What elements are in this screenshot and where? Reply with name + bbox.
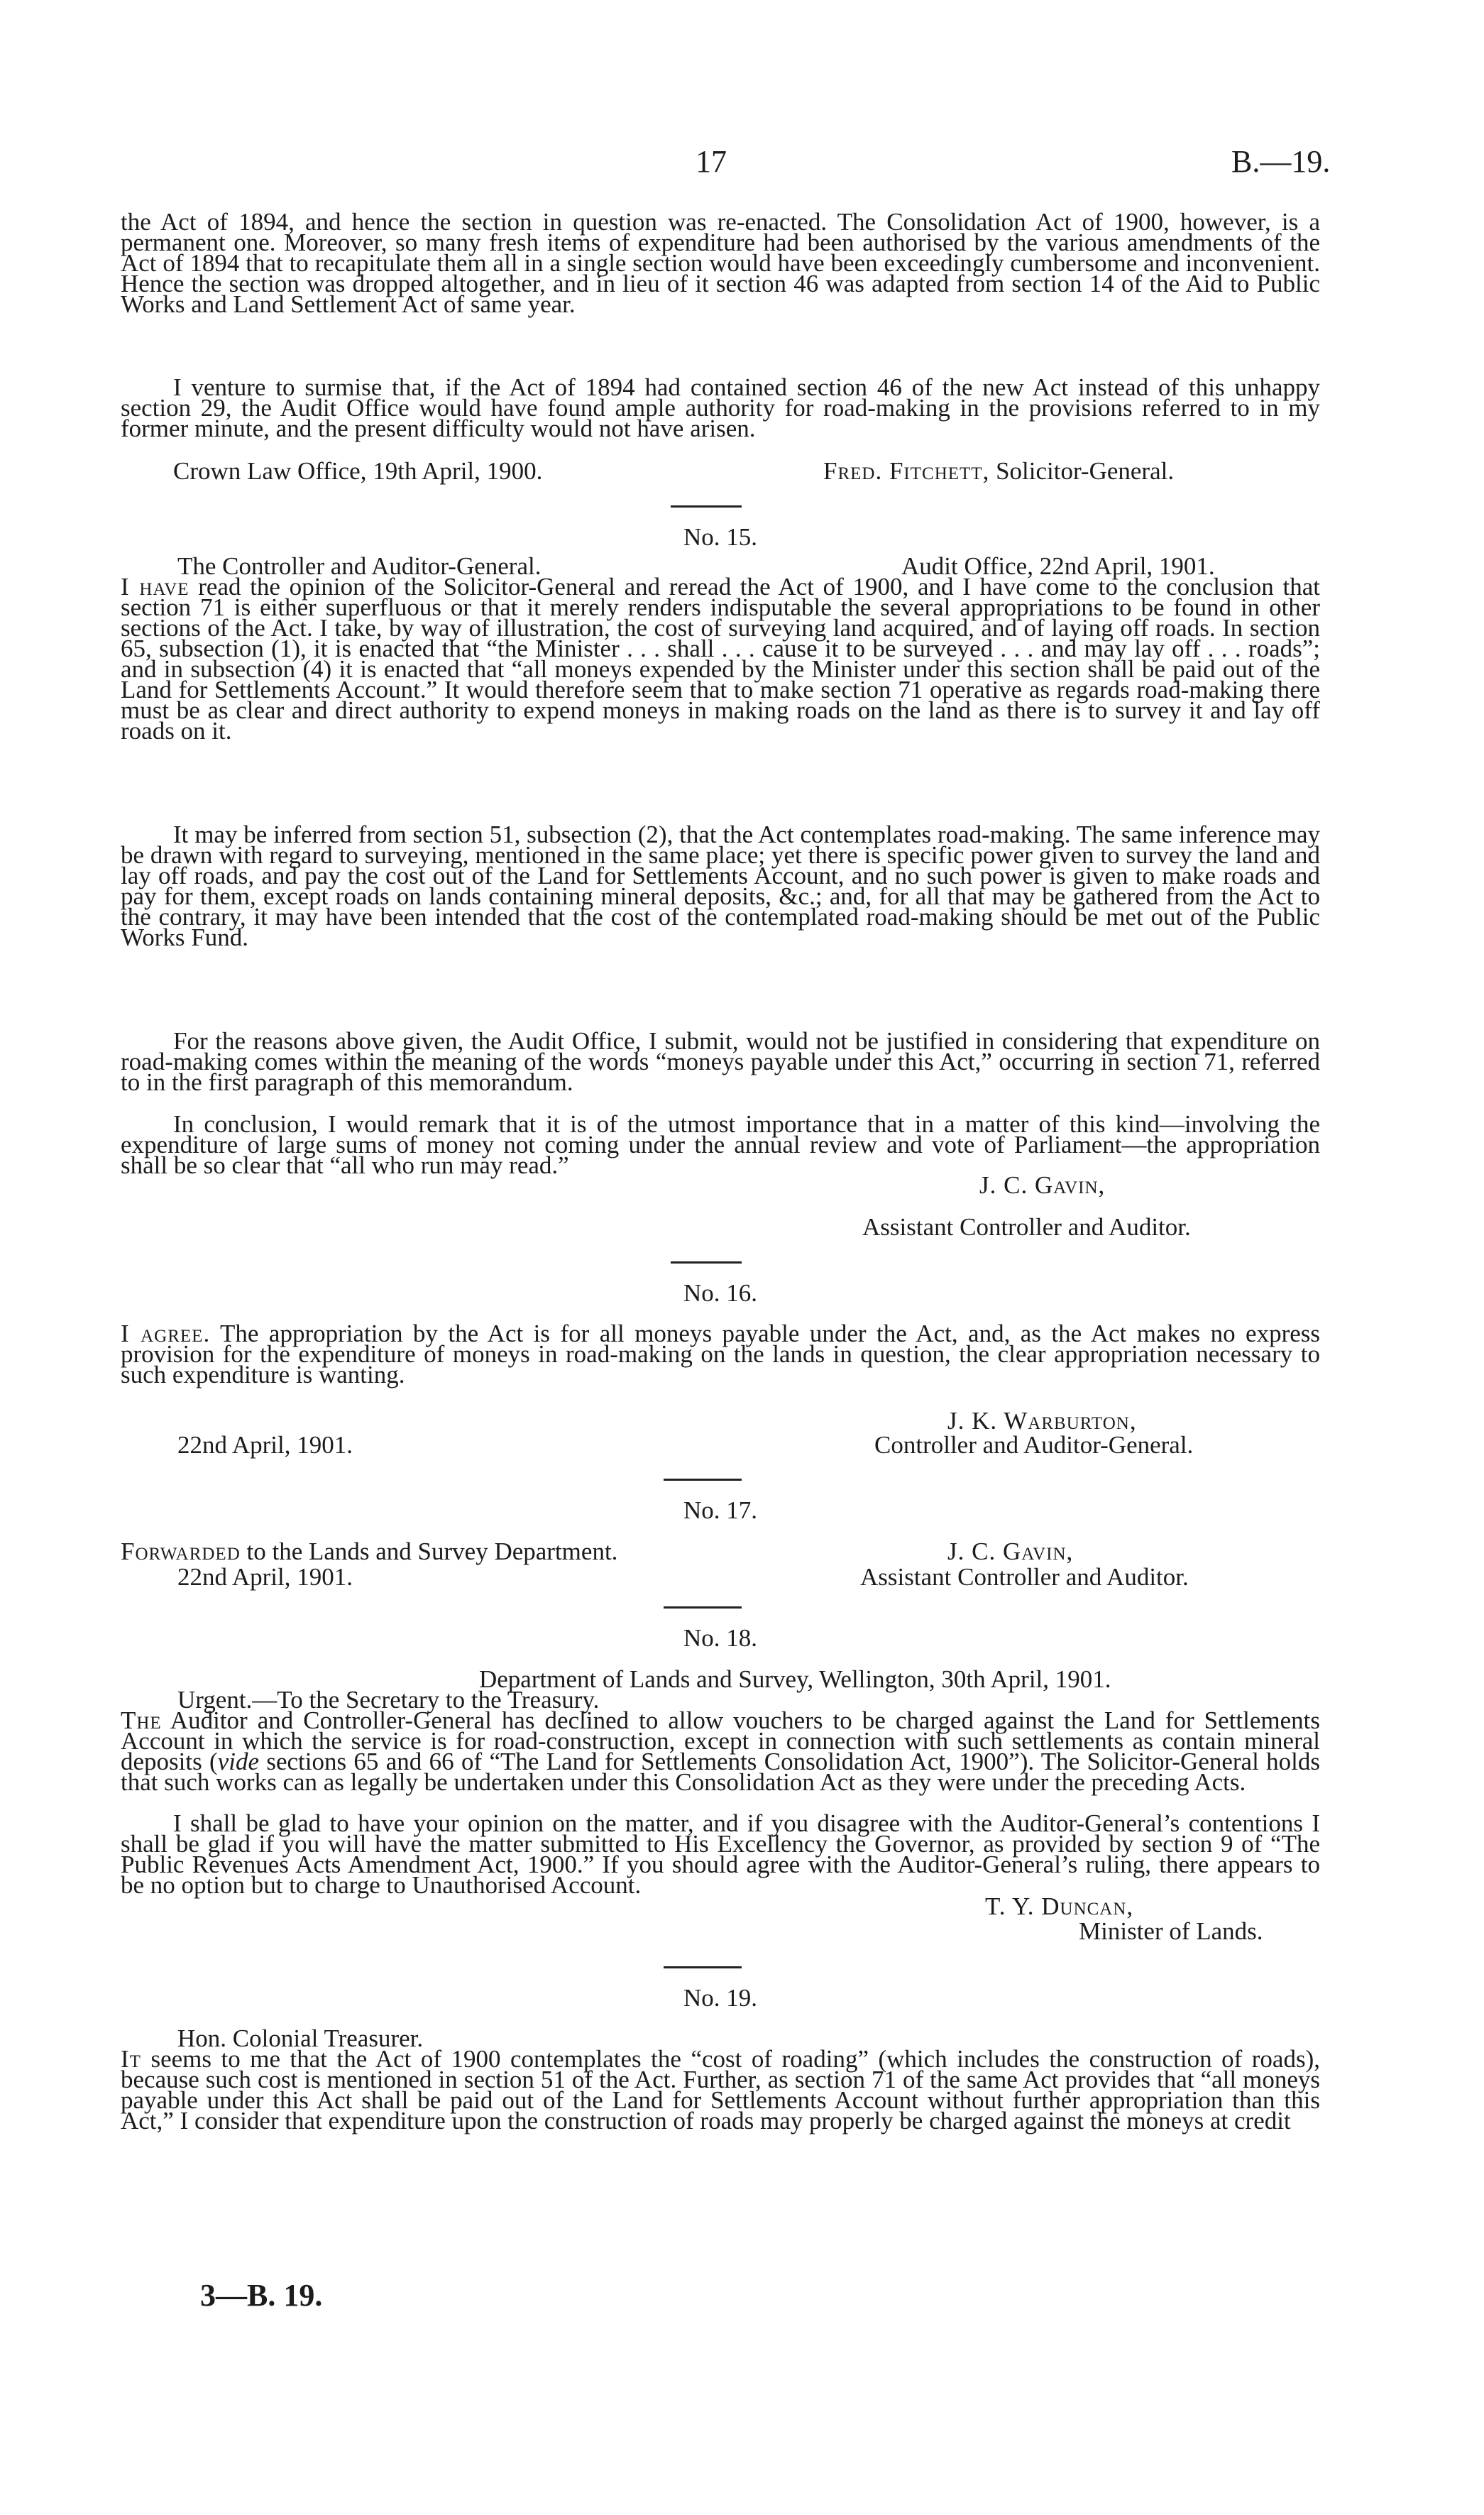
no16-date-line (121, 1431, 1320, 1459)
no16-signer-name: J. K. Warburton, (947, 1407, 1137, 1435)
section-title-no-18: No. 18. (683, 1624, 758, 1652)
paragraph: I shall be glad to have your opinion on the matter, and if you disagree with the Auditor-General’s contentions I shall be glad if you will have the matter submitted to His Excellency the Governor, as provided by section 9 of “The Public Revenues Acts Amendment Act, 1900.” If you should agree with the Auditor-General’s ruling, there appears to be no option but to charge to Unauthorised Account. (121, 1809, 1320, 1899)
page-number: 17 (696, 144, 727, 179)
no15-signer-title: Assistant Controller and Auditor. (862, 1213, 1191, 1241)
no18-paragraph-1 (121, 1706, 1320, 1796)
signer-title: Assistant Controller and Auditor. (860, 1563, 1189, 1591)
section-title-no-19: No. 19. (683, 1984, 758, 2012)
no15-paragraph-3 (121, 1027, 1320, 1096)
date: 22nd April, 1901. (177, 1431, 353, 1459)
vide-word: vide (217, 1748, 260, 1775)
section-divider (664, 1606, 742, 1609)
no17-date-line (121, 1563, 1320, 1591)
forward-text: to the Lands and Survey Department. (240, 1538, 618, 1565)
lead-words: Forwarded (121, 1538, 241, 1565)
paragraph: It may be inferred from section 51, subsection (2), that the Act contemplates road-making. The same inference may be drawn with regard to surveying, mentioned in the same place; yet there is specific power given to survey the land and lay off roads, and pay the cost out of the Land for Settlements Account, and no such power is given to make roads and pay for them, except roads on lands containing mineral deposits, &c.; and, for all that may be gathered from the Act to the contrary, it may have been intended that the cost of the contemplated road-making should be met out of the Public Works Fund. (121, 821, 1320, 951)
signer-title: Controller and Auditor-General. (874, 1431, 1194, 1459)
no15-signer-name: J. C. Gavin, (979, 1171, 1106, 1199)
no15-paragraph-2 (121, 821, 1320, 951)
continued-paragraph-2 (121, 373, 1320, 442)
continued-paragraph-1 (121, 208, 1320, 318)
no17-forward-line (121, 1538, 1320, 1565)
salutation: Urgent.—To the Secretary to the Treasury. (177, 1686, 600, 1714)
printer-signature-mark: 3—B. 19. (200, 2278, 323, 2313)
section-title-no-17: No. 17. (683, 1496, 758, 1524)
signer-name: J. C. Gavin, (947, 1538, 1074, 1565)
addressee: The Controller and Auditor-General. (177, 552, 542, 580)
lead-words: I have (121, 573, 189, 601)
section-divider (671, 1261, 742, 1264)
paragraph: In conclusion, I would remark that it is of the utmost importance that in a matter of this kind—involving the expenditure of large sums of money not coming under the annual review and vote of Parliament—the appropriation shall be so clear that “all who run may read.” (121, 1110, 1320, 1179)
paragraph: I venture to surmise that, if the Act of 1894 had contained section 46 of the new Act instead of this unhappy section 29, the Audit Office would have found ample authority for road-making in the provisions referred to in my former minute, and the present difficulty would not have arisen. (121, 373, 1320, 442)
place-date: Audit Office, 22nd April, 1901. (901, 552, 1215, 580)
lead-words: I agree. (121, 1320, 211, 1347)
no15-paragraph-4 (121, 1110, 1320, 1179)
section-divider (671, 505, 742, 508)
section-title-no-16: No. 16. (683, 1279, 758, 1307)
paragraph: read the opinion of the Solicitor-General and reread the Act of 1900, and I have come to the conclusion that section 71 is either superfluous or that it merely renders indisputable the several appropriations to be found in other sections of the Act. I take, by way of illustration, the cost of surveying land acquired, and of laying off roads. In section 65, subsection (1), it is enacted that “the Minister . . . shall . . . cause it to be surveyed . . . and may lay off . . . roads”; and in subsection (4) it is enacted that “all moneys expended by the Minister under this section shall be paid out of the Land for Settlements Account.” It would therefore seem that to make section 71 operative as regards road-making there must be as clear and direct authority to expend moneys in making roads on the land as there is to survey it and lay off roads on it. (121, 573, 1320, 745)
signer-title: Solicitor-General. (996, 457, 1175, 485)
paragraph: For the reasons above given, the Audit Office, I submit, would not be justified in considering that expenditure on road-making comes within the meaning of the words “moneys payable under this Act,” occurring in section 71, referred to in the first paragraph of this memorandum. (121, 1027, 1320, 1096)
paragraph: The appropriation by the Act is for all moneys payable under the Act, and, as the Act makes no express provision for the expenditure of moneys in road-making on the lands in question, the clear appropriation necessary to such expenditure is wanting. (121, 1320, 1321, 1388)
date: 22nd April, 1901. (177, 1563, 353, 1591)
document-reference: B.—19. (1231, 144, 1331, 179)
no16-paragraph (121, 1320, 1321, 1388)
paragraph: sections 65 and 66 of “The Land for Settlements Consolidation Act, 1900”). The Solicitor-General holds that such works can as legally be undertaken under this Consolidation Act as they were under the preceding Acts. (121, 1748, 1320, 1796)
place-date: Department of Lands and Survey, Wellington, 30th April, 1901. (479, 1665, 1111, 1693)
paragraph: Auditor and Controller-General has declined to allow vouchers to be charged against the Land for Settlements Account in which the service is for road-construction, except in connection with such settlements as contain mineral deposits ( (121, 1706, 1320, 1775)
no18-signer-title: Minister of Lands. (1079, 1917, 1263, 1945)
no18-paragraph-2 (121, 1809, 1320, 1899)
signer-name: Fred. Fitchett, (823, 457, 990, 485)
paragraph: the Act of 1894, and hence the section in question was re-enacted. The Consolidation Act of 1900, however, is a permanent one. Moreover, so many fresh items of expenditure had been authorised by the various amendments of the Act of 1894 that to recapitulate them all in a single section would have been exceedingly cumbersome and inconvenient. Hence the section was dropped altogether, and in lieu of it section 46 was adapted from section 14 of the Aid to Public Works and Land Settlement Act of same year. (121, 208, 1320, 318)
place-date: Crown Law Office, 19th April, 1900. (173, 457, 543, 485)
paragraph: seems to me that the Act of 1900 contemplates the “cost of roading” (which includes the construction of roads), because such cost is mentioned in section 51 of the Act. Further, as section 71 of the same Act provides that “all moneys payable under this Act shall be paid out of the Land for Settlements Account without further appropriation than this Act,” I consider that expenditure upon the construction of roads may properly be charged against the moneys at credit (121, 2045, 1320, 2135)
lead-words: The (121, 1706, 162, 1734)
section-title-no-15: No. 15. (683, 523, 758, 551)
no18-signer-name: T. Y. Duncan, (985, 1892, 1134, 1920)
section-divider (664, 1966, 742, 1968)
no19-paragraph (121, 2045, 1320, 2135)
salutation: Hon. Colonial Treasurer. (177, 2024, 424, 2052)
crown-law-signature-line (121, 457, 1320, 485)
section-divider (664, 1479, 742, 1481)
lead-words: It (121, 2045, 141, 2073)
no15-paragraph-1 (121, 573, 1320, 745)
